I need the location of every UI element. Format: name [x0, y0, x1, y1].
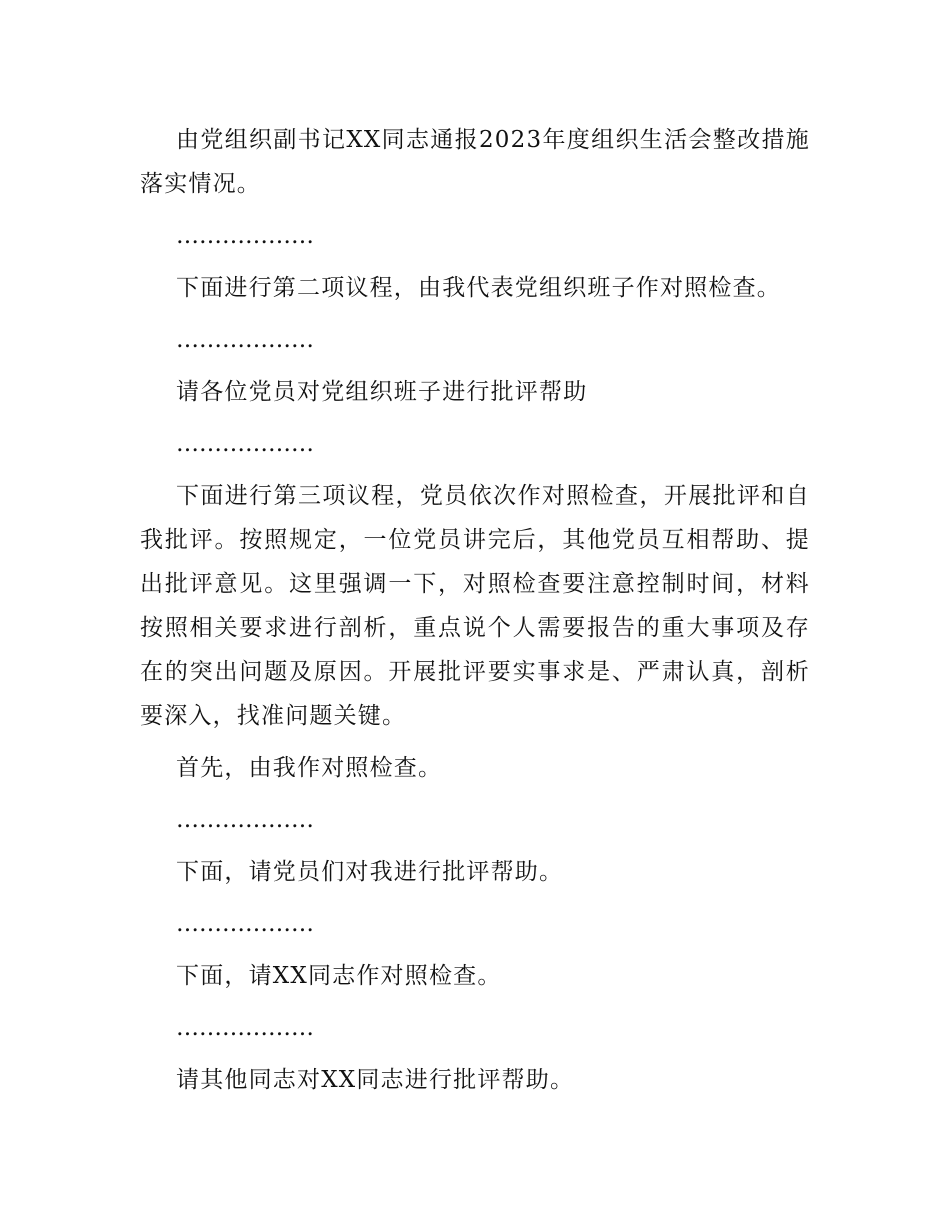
ellipsis-line: ………………: [176, 327, 314, 353]
paragraph-report-rectification: 由党组织副书记XX同志通报2023年度组织生活会整改措施落实情况。: [140, 127, 810, 197]
paragraph-others-criticize-xx: 请其他同志对XX同志进行批评帮助。: [176, 1067, 575, 1093]
ellipsis-line: ………………: [176, 431, 314, 457]
ellipsis-line: ………………: [176, 911, 314, 937]
ellipsis-line: ………………: [176, 807, 314, 833]
paragraph-criticize-team: 请各位党员对党组织班子进行批评帮助: [176, 379, 588, 405]
ellipsis-line: ………………: [176, 1015, 314, 1041]
ellipsis-line: ………………: [176, 223, 314, 249]
document-body: [140, 118, 810, 1110]
paragraph-xx-self-check: 下面，请XX同志作对照检查。: [176, 963, 502, 989]
paragraph-second-agenda: 下面进行第二项议程，由我代表党组织班子作对照检查。: [176, 275, 781, 301]
paragraph-third-agenda: 下面进行第三项议程，党员依次作对照检查，开展批评和自我批评。按照规定，一位党员讲完后，其他党员互相帮助、提出批评意见。这里强调一下，对照检查要注意控制时间，材料按照相关要求进行剖析，重点说个人需要报告的重大事项及存在的突出问题及原因。开展批评要实事求是、严肃认真，剖析要深入，找准问题关键。: [140, 483, 810, 729]
paragraph-members-criticize-me: 下面，请党员们对我进行批评帮助。: [176, 859, 564, 885]
paragraph-first-self-check: 首先，由我作对照检查。: [176, 755, 443, 781]
